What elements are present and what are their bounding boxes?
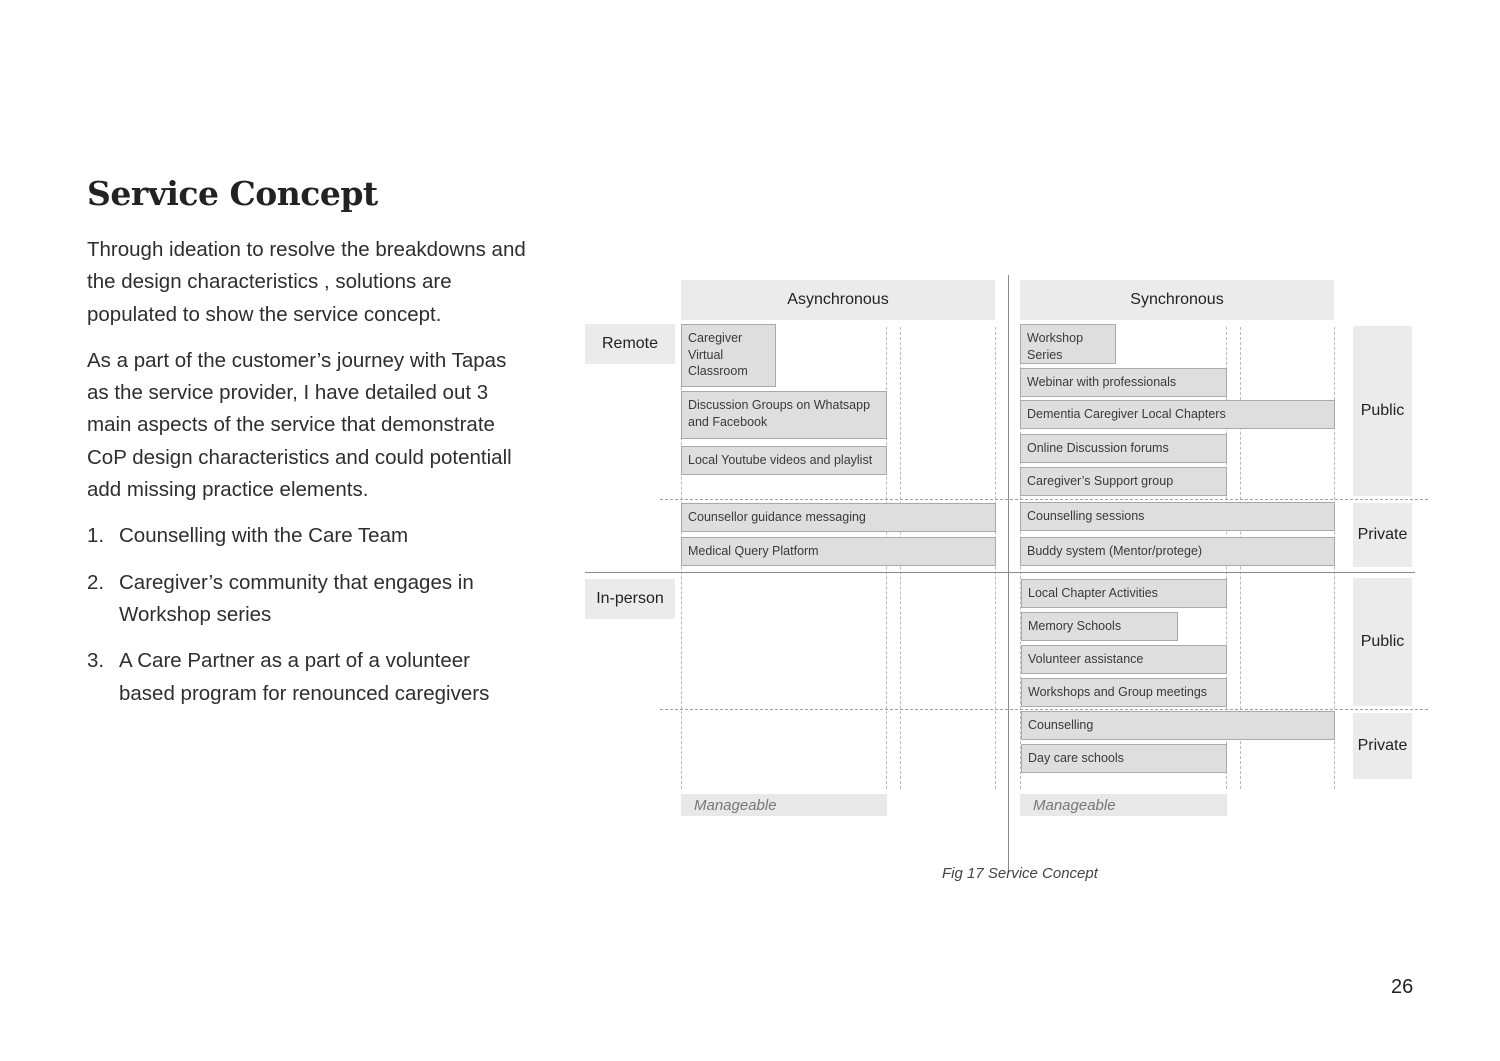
concept-box: Memory Schools <box>1021 612 1178 641</box>
side-label-private: Private <box>1353 713 1412 779</box>
concept-box: Counselling sessions <box>1020 502 1335 531</box>
concept-box: Counsellor guidance messaging <box>681 503 996 532</box>
concept-box: Workshops and Group meetings <box>1021 678 1227 707</box>
concept-box: Discussion Groups on Whatsapp and Facebook <box>681 391 887 439</box>
row-label-inperson: In-person <box>585 579 675 619</box>
figure-caption: Fig 17 Service Concept <box>942 865 1098 882</box>
page-title: Service Concept <box>87 174 378 213</box>
list-text: Caregiver’s community that engages in Workshop series <box>119 570 474 626</box>
concept-box: Volunteer assistance <box>1021 645 1227 674</box>
concept-box: Workshop Series <box>1020 324 1116 364</box>
concept-box: Local Youtube videos and playlist <box>681 446 887 475</box>
concept-box: Caregiver’s Support group <box>1020 467 1227 496</box>
list-number: 1. <box>87 524 105 548</box>
list-text: A Care Partner as a part of a volunteer based program for renounced caregivers <box>119 649 490 705</box>
list-text: Counselling with the Care Team <box>119 524 409 548</box>
side-label-public: Public <box>1353 326 1412 496</box>
manageable-label: Manageable <box>681 794 887 816</box>
paragraph: Through ideation to resolve the breakdowns and the design characteristics , solutions are populated to show the service concept. <box>87 238 526 326</box>
concept-box: Local Chapter Activities <box>1021 579 1227 608</box>
concept-box: Day care schools <box>1021 744 1227 773</box>
concept-box: Webinar with professionals <box>1020 368 1227 397</box>
manageable-label: Manageable <box>1020 794 1227 816</box>
list-number: 3. <box>87 649 105 673</box>
side-label-private: Private <box>1353 503 1412 567</box>
page-number: 26 <box>1391 976 1414 998</box>
concept-box: Buddy system (Mentor/protege) <box>1020 537 1335 566</box>
column-header-sync: Synchronous <box>1020 280 1334 320</box>
concept-box: Caregiver Virtual Classroom <box>681 324 776 387</box>
side-label-public: Public <box>1353 578 1412 706</box>
concept-box: Counselling <box>1021 711 1335 740</box>
concept-box: Medical Query Platform <box>681 537 996 566</box>
column-header-async: Asynchronous <box>681 280 995 320</box>
axis-horizontal <box>585 572 1415 573</box>
concept-box: Dementia Caregiver Local Chapters <box>1020 400 1335 429</box>
concept-box: Online Discussion forums <box>1020 434 1227 463</box>
row-label-remote: Remote <box>585 324 675 364</box>
public-private-divider <box>660 499 1428 500</box>
public-private-divider <box>660 709 1428 710</box>
list-number: 2. <box>87 570 105 594</box>
paragraph: As a part of the customer’s journey with Tapas as the service provider, I have detailed out 3 main aspects of the service that demonstrate CoP design characteristics and could potentiall add missing practice elements. <box>87 348 512 502</box>
